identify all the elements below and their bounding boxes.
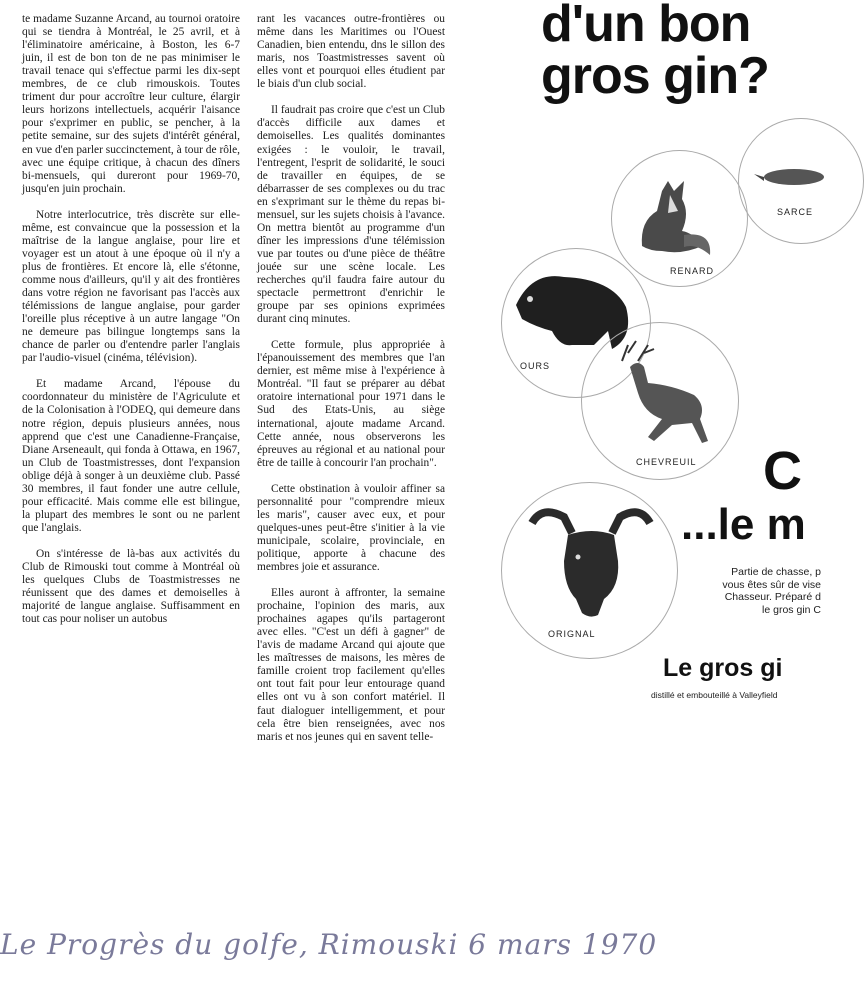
article-column-2 bbox=[257, 0, 445, 757]
ad-slogan: ...le m bbox=[681, 500, 806, 549]
article-paragraph: Notre interlocutrice, très discrète sur elle-même, est convaincue que la possession et la maîtrise de la langue anglaise, pour lire et voyager est un atout à une époque où il n'y a plus de frontières. Et encore là, elle s'étonne, comme nous d'ailleurs, qu'il y ait des frontières dans votre région ne favorisant pas l'accès aux télémissions de langue anglaise, pour garder l'oreille plus réceptive à un autre langage "On ne demeure pas bilingue longtemps sans la chance de parler ou d'entendre parler l'anglais par l'audio-visuel (cinéma, télévision). bbox=[22, 208, 240, 365]
article-paragraph: On s'intéresse de là-bas aux activités du Club de Rimouski tout comme à Montréal où les quelques Clubs de Toastmistresses ne réunissent que des dames et demoiselles à majorité de langue anglaise. Suffisamment en tout cas pour noliser un autobus bbox=[22, 547, 240, 626]
medal-chevreuil bbox=[581, 322, 739, 480]
handwritten-note: Le Progrès du golfe, Rimouski 6 mars 1970 bbox=[0, 928, 658, 961]
article-paragraph: rant les vacances outre-frontières ou même dans les Maritimes ou l'Ouest Canadien, bien entendu, dns le sillon des maris, nos Toastmistresses savent où elles vont et pourquoi elles étudient par le biais d'un club social. bbox=[257, 13, 445, 91]
duck-icon bbox=[739, 119, 863, 243]
article-paragraph: Il faudrait pas croire que c'est un Club d'accès difficile aux dames et demoiselles. Les qualités dominantes exigées : le vouloir, le travail, l'entregent, l'esprit de solidarité, le souci de travailler en équipes, de se débarrasser de ses complexes ou du trac en s'exprimant sur le thème du repas bi-mensuel, sur les sujets choisis à l'avance. On mettra bientôt au programme d'un dîner les impressions d'une télémission vue par toutes ou d'une pièce de théâtre jouée sur une scène locale. Les recherches qu'il faudra faire autour du spectacle permettront d'enrichir le groupe par ses opinions exprimées durant cinq minutes. bbox=[257, 104, 445, 326]
medal-label: ORIGNAL bbox=[548, 629, 596, 639]
medal-label: CHEVREUIL bbox=[636, 457, 697, 467]
ad-distillery-line: distillé et embouteillé à Valleyfield bbox=[651, 690, 778, 700]
ad-headline-line2: gros gin? bbox=[541, 47, 769, 105]
medal-orignal bbox=[501, 482, 678, 659]
medal-sarcelle bbox=[738, 118, 864, 244]
deer-icon bbox=[582, 323, 738, 479]
article-paragraph: Cette obstination à vouloir affiner sa personnalité pour "comprendre mieux les maris", causer avec eux, et pour quelques-unes peut-être s'initier à la vie municipale, scolaire, provinciale, en politique, apporte à chacune des membres joie et assurance. bbox=[257, 482, 445, 574]
article-paragraph: Et madame Arcand, l'épouse du coordonnateur du ministère de l'Agriculute et de la Colonisation à l'ODEQ, qui demeure dans notre région, depuis plusieurs années, nous apprend que c'est une Canadienne-Française, Diane Arseneault, qui fonda à Ottawa, en 1967, un Club de Toastmistresses, dont l'expansion oblige déjà à songer à un deuxième club. Passé 30 membres, il faut fonder une autre cellule, pour efficacité. Mais comme elle est bilingue, la plupart des membres le sont ou ne parlent que l'anglais. bbox=[22, 378, 240, 534]
article-paragraph: Cette formule, plus appropriée à l'épanouissement des membres que l'an dernier, est même mise à l'expérience à Montréal. "Il faut se préparer au débat oratoire international pour 1971 dans le Sud des Etats-Unis, au siège international, ajoute madame Arcand. Cette année, nous observerons les épreuves au régional et au national pour être de taille à concourir l'an prochain". bbox=[257, 339, 445, 469]
ad-body-text: Partie de chasse, p vous êtes sûr de vise Chasseur. Préparé d le gros gin C bbox=[722, 566, 821, 616]
medal-label: SARCE bbox=[777, 207, 814, 217]
article-paragraph: te madame Suzanne Arcand, au tournoi oratoire qui se tiendra à Montréal, le 25 avril, et à l'éliminatoire américaine, à Boston, les 6-7 juin, il est de bon ton de ne pas minimiser le travail tenace qui s'effectue parmi les dix-sept membres, de ce club rimouskois. Toutes triment dur pour accroître leur culture, élargir leurs horizons intellectuels, acquérir l'aisance pour s'exprimer en public, se pencher, à la petite semaine, sur des sujets d'intérêt général, en vue d'en parler succinctement, à tour de rôle, avec une équipe critique, à chacun des dîners bi-mensuels, qui dureront pour 1969-70, jusqu'en juin prochain. bbox=[22, 13, 240, 195]
article-paragraph: Elles auront à affronter, la semaine prochaine, l'opinion des maris, aux prochaines agapes qu'ils partageront avec elles. "C'est un défi à gagner" de l'avis de madame Arcand qui ajoute que les maîtresses de maisons, les mères de famille croient trop facilement qu'elles ont tout fait pour leur entourage quand elles ont vu à son confort matériel. Il faut dialoguer intelligemment, et pour cela être bien renseignées, avec nos maris et nos jeunes qui en savent telle- bbox=[257, 587, 445, 743]
gin-advertisement bbox=[463, 0, 821, 720]
ad-brand-name: Le gros gi bbox=[663, 654, 783, 682]
ad-big-letter: C bbox=[763, 441, 802, 501]
ad-headline-line1: d'un bon bbox=[541, 0, 751, 53]
article-column-1 bbox=[22, 0, 240, 639]
medal-label: RENARD bbox=[670, 266, 715, 276]
medal-label: OURS bbox=[520, 361, 551, 371]
